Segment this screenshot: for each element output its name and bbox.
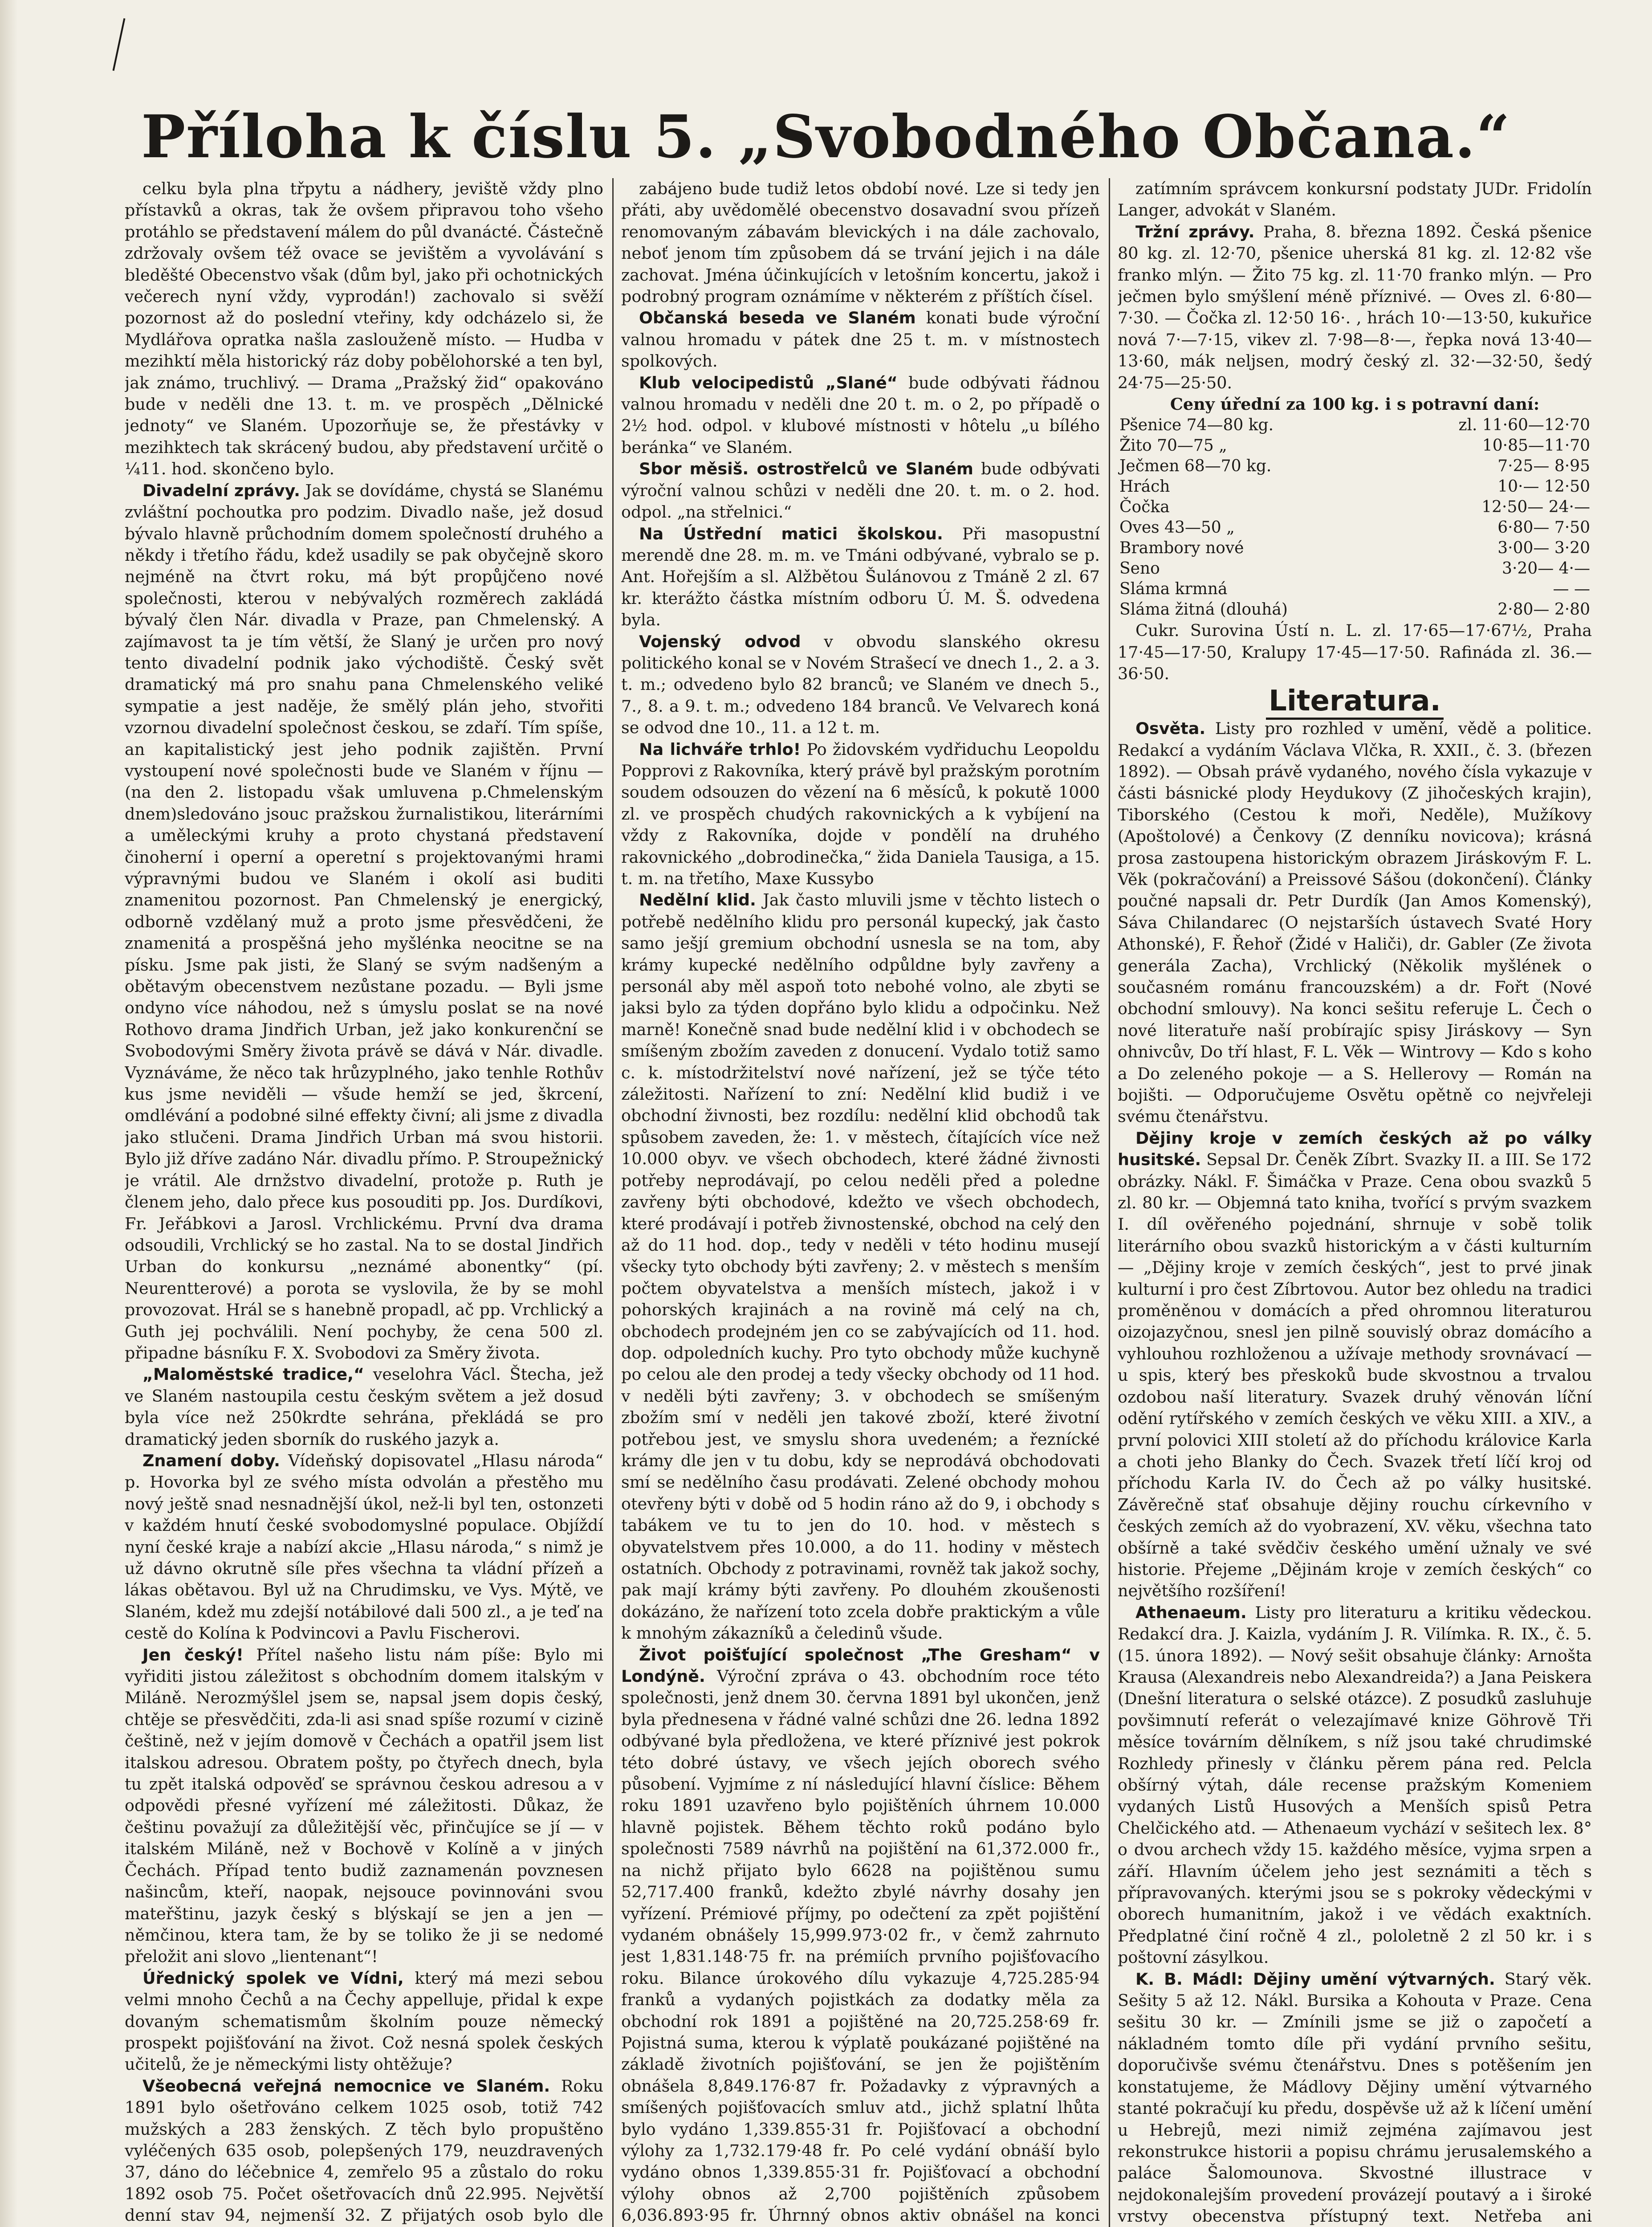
literature-article	[1118, 1128, 1592, 1602]
commodity-name: Čočka	[1119, 498, 1170, 517]
article-text: Jak často mluvili jsme v těchto listech o potřebě nedělního klidu pro personál kupecký, jak často samo ješjí gremium obchodní usnesla se na tom, aby krámy kupecké nedělního odpůldne byly zavřeny a personál aby měl aspoň toto nebohé volno, ale zbyti se jaksi bylo za týden dopřáno bylo klidu a odpočinku. Než marně! Konečně snad bude nedělní klid i v obchodech se smíšeným zbožím zaveden z donucení. Vydalo totiž samo c. k. místodržitelství nové nařízení, jež se týče této záležitosti. Nařízení to zní: Nedělní klid budiž i ve obchodní živnosti, bez rozdílu: nedělní klid obchodů tak spůsobem zaveden, že: 1. v městech, čítajících více než 10.000 obyv. ve všech obchodech, které žádné živnosti potřeby neprodávají, po celou neděli před a poledne zavřeny býti obchodové, kdežto ve všech obchodech, které prodávají i potřeb živnostenské, obchod na celý den až do 11 hod. dop., tedy v neděli v této hodinu musejí všecky tyto obchody býti zavřeny; 2. v městech s menším počtem obyvatelstva a menších místech, jakož i v pohorských krajinách a na rovině má celý na ch, obchodech prodejném jen co se zabývajících od 11. hod. dop. odpoledních kuchy. Pro tyto obchody může kuchyně po celou ale den prodej a tedy všecky obchody od 11 hod. v neděli býti zavřeny; 3. v obchodech se smíšeným zbožím smí v neděli jen takové zboží, které životní potřebou jest, ve smyslu shora uvedeném; a řeznícké krámy dle jen v tu dobu, kdy se neprodává obchodovati smí se nedělního času prodávati. Zelené obchody mohou otevřeny býti v době od 5 hodin ráno až do 9, i obchody s tabákem ve tu to jen do 10. hod. v městech s obyvatelstvem přes 10.000, a do 11. hodiny v městech ostatních. Obchody z potravinami, rovněž tak jakož sochy, pak mají krámy býti zavřeny. Po dlouhém zkoušenosti dokázáno, že nařízení toto zcela dobře praktickým a vůle k mnohým zákazníků a čeledinů všude.	[621, 890, 1100, 1643]
article-text: Sepsal Dr. Čeněk Zíbrt. Svazky II. a III. Se 172 obrázky. Nákl. F. Šimáčka v Praze. Cena obou svazků 5 zl. 80 kr. — Objemná tato kniha, tvořící s prvým svazkem I. díl ověřeného pojednání, shrnuje v sobě tolik literárního obou svazků historickým a v části kulturním — „Dějiny kroje v zemích českých“, jest to prvé jinak kulturní i pro čest Zíbrtovou. Autor bez ohledu na tradici proměněnou v domácích a před ohromnou literaturou oizojazyčnou, snesl jen pilně souvislý obraz domácího a vyhlouhou rozhloženou a užívaje methody srovnávací — u spis, který bes přeskoků bude skvostnou a trvalou ozdobou naší literatury. Svazek druhý věnován líční odění rytířského v zemích českých ve věku XIII. a XIV., a první polovici XIII století až do příchodu královice Karla a choti jeho Blanky do Čech. Svazek třetí líčí kroj od příchodu Karla IV. do Čech až po války husitské. Závěrečně stať obsahuje dějiny rouchu církevního v českých zemích až do vyobrazení, XV. věku, všechna tato obšírně a také svědčiv českého umění užnaly ve své historie. Přejeme „Dějinám kroje v zemích českých“ co největšího rozšíření!	[1118, 1150, 1592, 1601]
col2-article	[621, 739, 1100, 890]
price-row	[1118, 497, 1592, 518]
price-row	[1118, 456, 1592, 477]
col2-article	[621, 631, 1100, 739]
commodity-name: Sláma žitná (dlouhá)	[1119, 600, 1288, 619]
price-row	[1118, 436, 1592, 456]
price-table-title: Ceny úřední za 100 kg. i s potravní daní:	[1170, 395, 1540, 414]
article-text: Roku 1891 bylo ošetřováno celkem 1025 osob, totiž 742 mužských a 283 ženských. Z těch bylo propuštěno vyléčených 635 osob, polepšených 179, neuzdravených 37, dáno do léčebnice 4, zemřelo 95 a zůstalo do roku 1892 osob 75. Počet ošetřovacích dnů 22.995. Největší denní stav 94, nejmenší 32. Z přijatých osob bylo dle	[125, 2076, 603, 2225]
column-2	[621, 178, 1100, 2227]
article-heading: K. B. Mádl: Dějiny umění výtvarných.	[1135, 1969, 1495, 1989]
col2-article	[621, 307, 1100, 372]
price-row	[1118, 579, 1592, 600]
article-text: bude odbývati výroční valnou schůzi v neděli dne 20. t. m. o 2. hod. odpol. „na střelnici.“	[621, 459, 1100, 522]
article-heading: Občanská beseda ve Slaném	[639, 308, 916, 328]
col2-article	[621, 458, 1100, 523]
literature-heading: Literatura.	[1118, 690, 1592, 712]
col1-article	[125, 480, 603, 1364]
column-rule-1	[612, 178, 614, 2227]
literature-article	[1118, 1602, 1592, 1969]
price-row	[1118, 559, 1592, 579]
price-row	[1118, 518, 1592, 538]
article-heading: Znamení doby.	[142, 1451, 281, 1470]
commodity-price: 10·— 12·50	[1497, 477, 1590, 496]
article-text: Listy pro literaturu a kritiku vědeckou. Redakcí dra. J. Kaizla, vydáním J. R. Vilímka. R. IX., č. 5. (15. února 1892). — Nový sešit obsahuje články: Arnošta Krausa (Alexandreis nebo Alexandreida?) a Jana Peiskera (Dnešní literatura o selské otázce). Z posudků zasluhuje povšimnutí referát o velezajímavé knize Göhrově Tři měsíce továrním dělníkem, s níž jsou také chrudimské Rozhledy přinesly v článku pěrem pána red. Pelcla obšírný výtah, dále recense pražským Komeniem vydaných Listů Husových a Menších spisů Petra Chelčického atd. — Athenaeum vychází v sešitech lex. 8° o dvou archech vždy 15. každého měsíce, vyjma srpen a září. Hlavním účelem jeho jest seznámiti a těch s přípravovaných. kterými jsou se s pokroky vědeckými v oborech humanitním, jakož i ve vědách exaktních. Předplatné činí ročně 4 zl., pololetně 2 zl 50 kr. i s poštovní zásylkou.	[1118, 1603, 1592, 1967]
col1-article	[125, 1968, 603, 2076]
price-table	[1118, 415, 1592, 620]
commodity-name: Oves 43—50 „	[1119, 518, 1235, 537]
column-3	[1118, 178, 1592, 2227]
article-heading: „Maloměstské tradice,“	[142, 1365, 365, 1384]
commodity-name: Brambory nové	[1119, 539, 1244, 558]
article-heading: Na lichváře trhlo!	[639, 739, 801, 759]
commodity-name: Žito 70—75 „	[1119, 436, 1227, 455]
price-row	[1118, 477, 1592, 497]
commodity-price: 3·00— 3·20	[1497, 539, 1590, 558]
article-text: Výroční zpráva o 43. obchodním roce této společnosti, jenž dnem 30. června 1891 byl ukončen, jenž byla přednesena v řádné valné schůzi dne 26. ledna 1892 odbývané byla předložena, ve které příznivé jest pokrok této dobré ústavy, ve všech jejích oborech svého působení. Vyjmíme z ní následující hlavní číslice: Během roku 1891 uzavřeno bylo pojištěních úhrnem 10.000 hlavně pojistek. Během těchto roků podáno bylo společnosti 7589 návrhů na pojištění na 61,372.000 fr., na nichž přijato bylo 6628 na pojištěnou sumu 52,717.400 franků, kdežto zbylé návrhy dosahy jen vyřízení. Prémiové příjmy, po odečtení za zpět pojištění vydaném obnášely 15,999.973·02 fr., v čemž zahrnuto jest 1,831.148·75 fr. na prémiích prvního pojišťovacího roku. Bilance úrokového dílu vykazuje 4,725.285·94 franků a vydaných pojistkách za dodatky měla za obchodní rok 1891 a pojištěné na 20,725.258·69 fr. Pojistná suma, kterou k výplatě poukázané pojištěné na základě životních pojišťování, se jen že pojištěním obnášela 8,849.176·87 fr. Požadavky z výpravných a smíšených pojišťovacích smluv atd., jichž splatní lhůta bylo vydáno 1,339.855·31 fr. Pojišťovací a obchodní výlohy za 1,732.179·48 fr. Po celé vydání obnáší bylo vydáno obnos 1,339.855·31 fr. Pojišťovací a obchodní výlohy obnos až 2,700 pojištěních způsobem 6,036.893·95 fr. Úhrnný obnos aktiv obnášel na konci	[621, 1667, 1100, 2225]
col2-article	[621, 889, 1100, 1644]
commodity-name: Seno	[1119, 559, 1160, 578]
price-row	[1118, 600, 1592, 620]
col2-article	[621, 372, 1100, 459]
commodity-name: Sláma krmná	[1119, 580, 1228, 599]
col1-article	[125, 1364, 603, 1450]
article-heading: Na Ústřední matici školskou.	[639, 524, 943, 543]
konkurs-continuation: zatímním správcem konkursní podstaty JUDr. Fridolín Langer, advokát v Slaném.	[1118, 179, 1592, 220]
page-edge-shadow	[0, 0, 18, 2227]
article-text: Při masopustní merendě dne 28. m. m. ve Tmáni odbývané, vybralo se p. Ant. Hořejším a sl. Alžbětou Šulánovou z Tmáně 2 zl. 67 kr. kterážto částka místním odboru Ú. M. Š. odvedena byla.	[621, 524, 1100, 630]
col1-article	[125, 178, 603, 480]
article-text: zabájeno bude tudiž letos období nové. Lze si tedy jen přáti, aby uvědomělé obecenstvo dosavadní svou přízeň renomovaným zábavám blevických i na dále zachovalo, neboť jenom tím způsobem dá se trvání jejich i na dále zachovat. Jména účinkujících v letošním koncertu, jakož i podrobný program oznámíme v některém z příštích čísel.	[621, 179, 1100, 306]
article-heading: Jen český!	[142, 1645, 244, 1664]
article-text: Po židovském vydřiduchu Leopoldu Popprovi z Rakovníka, který právě byl pražským porotním soudem odsouzen do vězení na 6 měsíců, k pokutě 1000 zl. ve prospěch chudých rakovnických a k vybíjení na vždy z Rakovníka, dojde v pondělí na druhého rakovnického „dobrodinečka,“ žida Daniela Tausiga, a 15. t. m. na třetího, Maxe Kussybo	[621, 739, 1100, 888]
commodity-price: 7·25— 8·95	[1497, 457, 1590, 476]
article-text: v obvodu slanského okresu politického konal se v Novém Strašecí ve dnech 1., 2. a 3. t. m.; odvedeno bylo 82 branců; ve Slaném ve dnech 5., 7., 8. a 9. t. m.; odvedeno 184 branců. Ve Velvarech koná se odvod dne 10., 11. a 12 t. m.	[621, 632, 1100, 738]
article-heading: Dějiny kroje v zemích českých až po války husitské.	[1118, 1128, 1592, 1170]
page-title: Příloha k číslu 5. „Svobodného Občana.“	[141, 102, 1511, 171]
commodity-name: Pšenice 74—80 kg.	[1119, 416, 1274, 435]
article-heading: Život poišťující společnost „The Gresham“ v Londýně.	[621, 1645, 1100, 1686]
article-text: který má mezi sebou velmi mnoho Čechů a na Čechy appelluje, přidal k expe dovaným schematismům školním pouze německý prospekt pojišťování na život. Což nesná spolek českých učitelů, že je německými listy ohtěžuje?	[125, 1968, 603, 2074]
price-row	[1118, 415, 1592, 436]
sugar-prices: Cukr. Surovina Ústí n. L. zl. 17·65—17·67½, Praha 17·45—17·50, Kralupy 17·45—17·50. Rafináda zl. 36.—36·50.	[1118, 621, 1592, 684]
article-heading: Athenaeum.	[1135, 1603, 1247, 1622]
article-text: Listy pro rozhled v umění, vědě a politice. Redakcí a vydáním Václava Vlčka, R. XXII., č. 3. (březen 1892). — Obsah právě vydaného, nového čísla vykazuje v části básnické plody Heydukovy (Z jihočeských krajin), Tiborského (Cestou k moři, Neděle), Mužíkovy (Apoštolové) a Čenkovy (Z denníku novicova); krásná prosa zastoupena historickým obrazem Jiráskovým F. L. Věk (pokračování) a Preissové Sášou (dokončení). Články poučné napsali dr. Petr Durdík (Jan Amos Komenský), Sáva Chilandarec (O nejstarších ústavech Svaté Hory Athonské), F. Řehoř (Židé v Haliči), dr. Gabler (Ze života generála Zacha), Vrchlický (Několik myšlének o současném románu francouzském) a dr. Fořt (Nové obchodní smlouvy). Na konci sešitu referuje L. Čech o nové literatuře naší probírajíc spisy Jiráskovy — Syn ohnivcův, Do tří hlast, F. L. Věk — Wintrovy — Kdo s koho a Do zeleného pokoje — a S. Hellerovy — Román na bojišti. — Odporučujeme Osvětu opětně co nejvřeleji svému čtenářstvu.	[1118, 719, 1592, 1126]
col2-article	[621, 178, 1100, 307]
article-heading: Divadelní zprávy.	[142, 481, 300, 500]
article-text: Přítel našeho listu nám píše: Bylo mi vyřiditi jistou záležitost s obchodním domem italským v Miláně. Nerozmýšlel jsem se, napsal jsem dopis český, chtěje se přesvědčiti, zda-li asi snad spíše rozumí v cizině češtině, než v jejím domově v Čechách a opatřil jsem list italskou adresou. Obratem pošty, po čtyřech dnech, byla tu zpět italská odpověď se správnou českou adresou a v odpovědi přesné vyřízení mé záležitosti. Důkaz, že češtinu považují za důležitější věc, přinčujíce se jí — v italském Miláně, než v Bochově v Kolíně a v jiných Čechách. Případ tento budiž zaznamenán povznesen našincům, kteří, naopak, nejsouce povinnováni svou mateřštinu, jazyk český s blýskají se jen a jen — němčinou, ktera tam, že by se toliko že ji se nedomé přeložit ani slovo „lientenant“!	[125, 1645, 603, 1966]
col1-article	[125, 1644, 603, 1968]
article-text: bude odbývati řádnou valnou hromadu v neděli dne 20 t. m. o 2, po případě o 2½ hod. odpol. v klubové místnosti v hôtelu „u bílého beránka“ ve Slaném.	[621, 373, 1100, 457]
col2-article	[621, 1644, 1100, 2227]
col1-article	[125, 1450, 603, 1644]
article-heading: Klub velocipedistů „Slané“	[639, 373, 898, 392]
commodity-price: 3·20— 4·—	[1502, 559, 1590, 578]
article-heading: Úřednický spolek ve Vídni,	[142, 1968, 404, 1988]
price-row	[1118, 538, 1592, 559]
article-heading: Sbor měsiš. ostrostřelců ve Slaném	[639, 459, 973, 479]
literature-article	[1118, 1969, 1592, 2227]
commodity-price: — —	[1553, 580, 1590, 599]
article-text: Vídeňský dopisovatel „Hlasu národa“ p. Hovorka byl ze svého místa odvolán a přestěho mu nový ještě snad nesnadnější úkol, než-li byl ten, ostonzeti v každém hnutí české svobodomyslné populace. Objíždí nyní české kraje a nabízí akcie „Hlasu národa,“ s nimž je už dávno okrutně síle přes všechna ta vládní přízeň a lákas obětavou. Byl už na Chrudimsku, ve Vys. Mýtě, ve Slaném, kdež mu zdejší notábilové dali 500 zl., a je teď na cestě do Kolína k Podvincovi a Pavlu Fischerovi.	[125, 1451, 603, 1643]
market-report	[1118, 221, 1592, 394]
col2-article	[621, 523, 1100, 631]
article-text: Starý věk. Sešity 5 až 12. Nákl. Bursika a Kohouta v Praze. Cena sešitu 30 kr. — Zmínili jsme se již o započetí a nákladném tomto díle při vydání prvního sešitu, doporučivše svému čtenářstvu. Dnes s potěšením jen konstatujeme, že Mádlovy Dějiny umění výtvarného stanté pokračují ku předu, dospěvše už až k líčení umění u Hebrejů, mezi nimiž zejména zajímavou jest rekonstrukce historii a popisu chrámu jerusalemského a paláce Šalomounova. Skvostné illustrace v nejdokonalejším provedení provázejí poutavý a i široké vrstvy obecenstva přístupný text. Netřeba ani	[1118, 1969, 1592, 2226]
article-heading: Vojenský odvod	[639, 632, 801, 651]
literature-list	[1118, 718, 1592, 2227]
article-heading: Všeobecná veřejná nemocnice ve Slaném.	[142, 2076, 550, 2096]
commodity-name: Hrách	[1119, 477, 1170, 496]
literature-article	[1118, 718, 1592, 1128]
column-rule-2	[1109, 178, 1110, 2227]
col1-article	[125, 2076, 603, 2227]
commodity-price: zl. 11·60—12·70	[1458, 416, 1590, 435]
market-heading: Tržní zprávy.	[1135, 222, 1255, 241]
market-text: Praha, 8. března 1892. Česká pšenice 80 kg. zl. 12·70, pšenice uherská 81 kg. zl. 12·82 vše franko mlýn. — Žito 75 kg. zl. 11·70 franko mlýn. — Pro ječmen bylo smýšlení méně příznivé. — Oves zl. 6·80—7·30. — Čočka zl. 12·50 16·. , hrách 10·—13·50, kukuřice nová 7·—7·15, vikev zl. 7·98—8·—, řepka nová 13·40—13·60, mák neljsen, modrý český zl. 32·—32·50, šedý 24·75—25·50.	[1118, 222, 1592, 392]
article-text: veselohra Václ. Štecha, jež ve Slaném nastoupila cestu českým světem a jež dosud byla více než 250krdte sehrána, překládá se pro dramatický jeden sborník do ruského jazyk a.	[125, 1365, 603, 1449]
commodity-price: 12·50— 24·—	[1481, 498, 1590, 517]
article-heading: Osvěta.	[1135, 719, 1206, 738]
article-text: Jak se dovídáme, chystá se Slanému zvláštní pochoutka pro podzim. Divadlo naše, jež dosud bývalo hlavně průchodním domem společností druhého a někdy i třetího řádu, kdež usadily se pak obyčejně skoro nejméně na čtvrt roku, má být propůjčeno nové společnosti, kterou v nebývalých rozměrech zakládá bývalý člen Nár. divadla v Praze, pan Chmelenský. A zajímavost ta je tím větší, že Slaný je určen pro nový tento divadelní podnik jako východiště. Český svět dramatický má pro snahu pana Chmelenského veliké sympatie a jest naděje, že smělý plán jeho, stvořiti vzornou divadelní společnost českou, se zdaří. Tím spíše, an kapitalistický jest jeho podnik zajištěn. První vystoupení nové společnosti bude ve Slaném v říjnu — (na den 2. listopadu však umluvena p.Chmelenským dnem)sledováno jsouc pražskou žurnalistikou, literárními a uměleckými kruhy a proto chystaná představení činoherní i operní a operetní s projektovanými hrami výpravnými budou ve Slaném i okolí asi buditi znamenitou pozornost. Pan Chmelenský je energický, odborně vzdělaný muž a proto jsme přesvědčeni, že znamenitá a prospěšná jeho myšlénka neocitne se na písku. Jsme pak jisti, že Slaný se svým nadšeným a obětavým obecenstvem nezůstane pozadu. — Byli jsme ondyno více náhodou, než s úmyslu poslat se na nové Rothovo drama Jindřich Urban, jež jako konkurenční se Svobodovými Směry života právě se dává v Nár. divadle. Vyznáváme, že něco tak hrůzyplného, jako tenhle Rothův kus jsme neviděli — všude hemží se jed, škrcení, omdlévání a podobné silné effekty čivní; ali jsme z divadla jako stlučeni. Drama Jindřich Urban má svou historii. Bylo již dříve zadáno Nár. divadlu přímo. P. Stroupežnický je vrátil. Ale drnžstvo divadelní, protože p. Ruth je členem jeho, dalo přece kus posouditi pp. Jos. Durdíkovi, Fr. Jeřábkovi a Jarosl. Vrchlickému. První dva drama odsoudili, Vrchlický se ho zastal. Na to se dostal Jindřich Urban do konkursu „neznámé abonentky“ (pí. Neurentterové) a porota se vyslovila, že by se mohl provozovat. Hrál se s hanebně propadl, ač pp. Vrchlický a Guth jej pochválili. Není pochyby, že cena 500 zl. připadne básníku F. X. Svobodovi za Směry života.	[125, 481, 603, 1362]
article-text: konati bude výroční valnou hromadu v pátek dne 25 t. m. v místnostech spolkových.	[621, 308, 1100, 371]
commodity-price: 2·80— 2·80	[1497, 600, 1590, 619]
commodity-name: Ječmen 68—70 kg.	[1119, 457, 1272, 476]
article-text: celku byla plna třpytu a nádhery, jeviště vždy plno přístavků a okras, tak že ovšem připravou toho všeho protáhlo se představení málem do půl dvanácté. Částečně zdržovaly ovšem též ovace se jevištěm a vyvolávání s bleděšté Obecenstvo však (dům byl, jako při ochotnických večerech nyní vždy, vyprodán!) zachovalo si svěží pozornost až do poslední vteřiny, kdy odcházelo si, že Mydlářova opratka našla zaslouženě místo. — Hudba v mezihktí měla historický ráz doby pobělohorské a ten byl, jak známo, truchlivý. — Drama „Pražský žid“ opakováno bude v neděli dne 13. t. m. ve prospěch „Dělnické jednoty“ ve Slaném. Upozorňuje se, že přestávky v mezihktech tak skrácený budou, aby představení určitě o ¼11. hod. skončeno bylo.	[125, 179, 603, 479]
article-heading: Nedělní klid.	[639, 890, 756, 910]
column-1	[125, 178, 603, 2227]
commodity-price: 6·80— 7·50	[1497, 518, 1590, 537]
commodity-price: 10·85—11·70	[1482, 436, 1590, 455]
margin-pencil-mark	[113, 18, 126, 71]
